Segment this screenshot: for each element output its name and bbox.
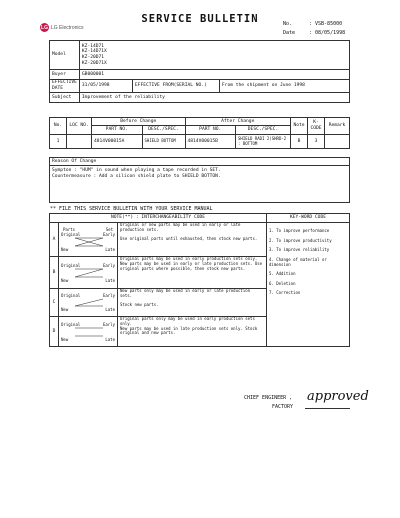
table-row: C Original Early New Late New parts only may be used in early or late production sets. Stock new parts. (50, 289, 350, 317)
approved-signature: approved (307, 389, 369, 404)
signature-line (305, 408, 350, 409)
interchangeability-table (49, 213, 350, 347)
buyer-value: GB000001 (79, 70, 349, 80)
subject-value: Improvement of the reliability (79, 93, 349, 103)
col-remark: Remark (325, 118, 350, 135)
date-value: : 08/05/1998 (309, 30, 346, 36)
bulletin-no-value: : VSB-85000 (309, 21, 343, 27)
table-row: 1 4814V00015A SHIELD BOTTOM 4814V00015B SHIELD RADI 2(SHRD-2 : BOTTOM B 3 (50, 135, 350, 149)
arrow-new-icon (59, 298, 117, 307)
col-loc: LOC NO. (67, 118, 92, 135)
diagram-b: Original Early New Late (59, 257, 118, 289)
factory-label: FACTORY (272, 404, 294, 410)
effective-date-label: EFFECTIVE DATE (50, 80, 80, 93)
arrow-parallel-icon (59, 327, 117, 337)
subject-label: Subject (50, 93, 80, 103)
keyword-header: KEY-WORD CODE (267, 214, 350, 223)
diagram-d: Original Early New Late (59, 317, 118, 347)
effective-date-value: 31/05/1998 (79, 80, 132, 93)
symptom-text: Sympton : "HUM" in sound when playing a tape recorded in SET. (52, 168, 221, 173)
company-name: LG Electronics (51, 24, 84, 31)
col-before: Before Change (92, 118, 186, 126)
arrow-diagonal-icon (59, 268, 117, 278)
diagram-c: Original Early New Late (59, 289, 118, 317)
table-row: A Parts Set Original Early New Late Original or new parts may be used in early or late production sets. Use original parts until exhausted, then stock new parts. 1. To improve performance 2. To improve productivity 3. To improve reliability 4. Change of material or dimension 5. Addition 6. Deletion 7. Correction (50, 223, 350, 257)
col-before-desc: DESC./SPEC. (142, 126, 185, 135)
change-table (49, 117, 350, 149)
chief-engineer-label: CHIEF ENGINEER , (244, 395, 293, 401)
col-after-desc: DESC./SPEC. (236, 126, 291, 135)
reason-label: Reason Of Change (50, 158, 350, 166)
diagram-a: Parts Set Original Early New Late (59, 223, 118, 257)
note-header: NOTE(**) : INTERCHANGEABILITY CODE (50, 214, 267, 223)
col-after: After Change (185, 118, 291, 126)
arrow-cross-icon (59, 237, 117, 247)
col-kcode: K-CODE (308, 118, 325, 135)
model-label: Model (50, 41, 80, 70)
date-label: Date (283, 30, 296, 36)
bulletin-no-label: No. (283, 21, 293, 27)
reason-box (49, 157, 350, 203)
effective-from-value: From the shipment on June 1998 (219, 80, 349, 93)
model-values: KZ-14D71 KZ-14D71X KZ-20D71 KZ-20D71X (79, 41, 349, 70)
table-row: D Original Early New Late Original parts only may be used in early production sets only. New parts may be used in late production sets only. Stock original and new parts. (50, 317, 350, 347)
col-no: No. (50, 118, 67, 135)
page-title: SERVICE BULLETIN (141, 13, 259, 25)
keyword-list: 1. To improve performance 2. To improve productivity 3. To improve reliability 4. Change of material or dimension 5. Addition 6. Deletion 7. Correction (267, 223, 350, 347)
lg-logo-icon: LG (41, 24, 48, 31)
countermeasure-text: Countermeasure : Add a silicon shield plate to SHIELD BOTTON. (52, 173, 221, 179)
col-before-part: PART NO. (92, 126, 143, 135)
file-note: ** FILE THIS SERVICE BULLETIN WITH YOUR SERVICE MANUAL (50, 206, 213, 212)
effective-from-label: EFFECTIVE FROM(SERIAL NO.) (132, 80, 219, 93)
info-table (49, 40, 350, 103)
col-after-part: PART NO. (185, 126, 236, 135)
col-note: Note (291, 118, 308, 135)
table-row: B Original Early New Late Original parts may be used in early production sets only. New parts may be used in early or late production sets. Use original parts where possible, then stock new parts. (50, 257, 350, 289)
buyer-label: Buyer (50, 70, 80, 80)
